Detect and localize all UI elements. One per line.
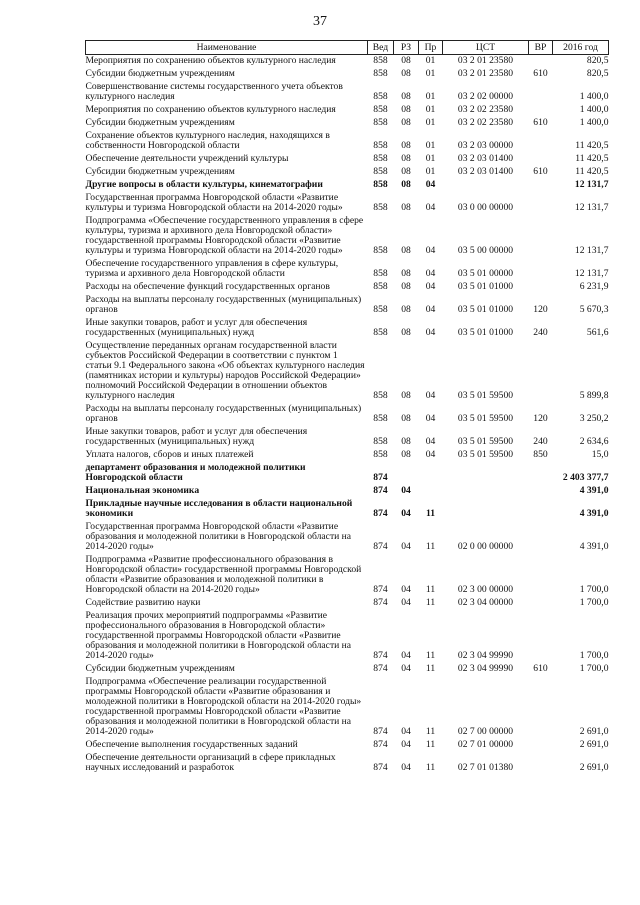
cell-amount: 11 420,5 xyxy=(575,166,609,177)
table-row xyxy=(86,597,609,610)
cell-vr xyxy=(529,258,553,281)
cell-ved: 858 xyxy=(373,436,388,447)
cell-rz: 04 xyxy=(401,584,411,595)
cell-cst: 03 5 01 01000 xyxy=(457,281,514,292)
cell-cst: 03 2 01 23580 xyxy=(457,68,514,79)
cell-rz: 08 xyxy=(401,104,411,115)
table-row xyxy=(86,426,609,449)
cell-rz: 08 xyxy=(401,153,411,164)
cell-ved: 874 xyxy=(373,485,388,496)
cell-vr xyxy=(529,104,553,117)
cell-name: Подпрограмма «Обеспечение реализации государственной программы Новгородской области «Развитие образования и молодежной политики в Новгородской области на 2014-2020 годы» государственной программы Новгородской области «Развитие образования и молодежной политики в Новгородской области на 2014-2020 годы» xyxy=(85,676,362,737)
cell-name: Национальная экономика xyxy=(85,485,200,496)
table-row xyxy=(86,610,609,663)
table-header-row xyxy=(86,41,609,55)
cell-rz xyxy=(394,462,419,485)
cell-rz: 04 xyxy=(401,597,411,608)
cell-rz: 08 xyxy=(401,117,411,128)
cell-rz: 08 xyxy=(401,268,411,279)
cell-rz: 08 xyxy=(401,327,411,338)
cell-cst: 02 7 00 00000 xyxy=(457,726,514,737)
cell-cst: 03 0 00 00000 xyxy=(457,202,514,213)
cell-name: Иные закупки товаров, работ и услуг для обеспечения государственных (муниципальных) нужд xyxy=(85,426,308,447)
cell-name: Осуществление переданных органам государственной власти субъектов Российской Федерации в соответствии с пунктом 1 статьи 9.1 Федерального закона «Об объектах культурного наследия (памятниках истории и культуры) народов Российской Федерации» полномочий Российской Федерации в отношении объектов культурного наследия xyxy=(85,340,365,401)
cell-vr xyxy=(529,462,553,485)
cell-pr: 11 xyxy=(425,663,436,674)
cell-vr xyxy=(529,610,553,663)
column-header-cst: ЦСТ xyxy=(443,41,529,55)
cell-name: Подпрограмма «Обеспечение государственного управления в сфере культуры, туризма и архивного дела Новгородской области» государственной программы Новгородской области «Развитие культуры и туризма Новгородской области на 2014-2020 годы» xyxy=(85,215,364,256)
cell-rz: 04 xyxy=(401,485,411,496)
column-header-vr: ВР xyxy=(529,41,553,55)
cell-pr: 04 xyxy=(425,327,436,338)
table-row xyxy=(86,179,609,192)
cell-vr xyxy=(529,597,553,610)
cell-rz: 08 xyxy=(401,436,411,447)
column-header-amount: 2016 год xyxy=(553,41,609,55)
table-row xyxy=(86,130,609,153)
cell-amount: 5 670,3 xyxy=(579,304,609,315)
cell-vr: 240 xyxy=(533,327,548,338)
cell-rz: 08 xyxy=(401,304,411,315)
cell-rz: 04 xyxy=(401,663,411,674)
cell-name: Обеспечение деятельности организаций в сфере прикладных научных исследований и разработок xyxy=(85,752,336,773)
cell-rz: 08 xyxy=(401,413,411,424)
cell-name: Содействие развитию науки xyxy=(85,597,201,608)
cell-ved: 858 xyxy=(373,153,388,164)
cell-cst: 02 3 04 00000 xyxy=(457,597,514,608)
cell-rz: 04 xyxy=(401,739,411,750)
cell-amount: 6 231,9 xyxy=(579,281,609,292)
cell-amount: 1 400,0 xyxy=(579,117,609,128)
table-row xyxy=(86,81,609,104)
cell-pr: 04 xyxy=(425,268,436,279)
cell-ved: 874 xyxy=(373,762,388,773)
cell-name: Государственная программа Новгородской области «Развитие культуры и туризма Новгородской области на 2014-2020 годы» xyxy=(85,192,343,213)
cell-ved: 858 xyxy=(373,202,388,213)
cell-amount: 15,0 xyxy=(591,449,609,460)
cell-rz: 08 xyxy=(401,55,411,66)
cell-amount: 2 403 377,7 xyxy=(562,472,609,483)
cell-rz: 08 xyxy=(401,179,411,190)
cell-name: Субсидии бюджетным учреждениям xyxy=(85,663,235,674)
cell-cst: 03 2 03 01400 xyxy=(457,166,514,177)
table-row xyxy=(86,166,609,179)
cell-pr: 11 xyxy=(425,739,436,750)
cell-pr: 11 xyxy=(425,762,436,773)
cell-pr: 01 xyxy=(425,91,436,102)
cell-vr xyxy=(529,739,553,752)
cell-vr xyxy=(529,340,553,403)
cell-amount: 2 691,0 xyxy=(579,739,609,750)
cell-cst: 03 5 01 59500 xyxy=(457,413,514,424)
cell-vr: 610 xyxy=(533,663,548,674)
cell-ved: 874 xyxy=(373,597,388,608)
cell-pr: 04 xyxy=(425,390,436,401)
cell-ved: 874 xyxy=(373,663,388,674)
cell-pr: 11 xyxy=(425,650,436,661)
cell-cst: 03 2 01 23580 xyxy=(457,55,514,66)
cell-vr xyxy=(529,676,553,739)
cell-amount: 4 391,0 xyxy=(579,541,609,552)
cell-cst xyxy=(443,462,529,485)
table-row xyxy=(86,317,609,340)
cell-rz: 08 xyxy=(401,449,411,460)
cell-pr: 11 xyxy=(425,726,436,737)
table-row xyxy=(86,521,609,554)
table-row xyxy=(86,117,609,130)
cell-rz: 04 xyxy=(401,650,411,661)
table-row xyxy=(86,104,609,117)
table-row xyxy=(86,485,609,498)
cell-ved: 874 xyxy=(373,584,388,595)
cell-ved: 874 xyxy=(373,726,388,737)
table-row xyxy=(86,462,609,485)
page-number: 37 xyxy=(313,14,327,29)
cell-name: Расходы на выплаты персоналу государственных (муниципальных) органов xyxy=(85,294,362,315)
cell-pr: 01 xyxy=(425,55,436,66)
cell-amount: 2 691,0 xyxy=(579,726,609,737)
cell-cst xyxy=(443,498,529,521)
column-header-ved: Вед xyxy=(368,41,394,55)
cell-pr: 11 xyxy=(425,541,436,552)
cell-cst: 02 3 00 00000 xyxy=(457,584,514,595)
cell-ved: 858 xyxy=(373,268,388,279)
cell-name: Обеспечение выполнения государственных заданий xyxy=(85,739,298,750)
cell-cst: 02 3 04 99990 xyxy=(457,663,514,674)
cell-amount: 5 899,8 xyxy=(579,390,609,401)
cell-cst: 03 5 00 00000 xyxy=(457,245,514,256)
cell-vr xyxy=(529,153,553,166)
cell-pr: 11 xyxy=(425,584,436,595)
cell-amount: 1 400,0 xyxy=(579,104,609,115)
cell-name: Уплата налогов, сборов и иных платежей xyxy=(85,449,254,460)
cell-name: Реализация прочих мероприятий подпрограммы «Развитие профессионального образования в Новгородской области» государственной программы Новгородской области «Развитие образования и молодежной политики в Новгородской области на 2014-2020 годы» xyxy=(85,610,352,661)
cell-name: Расходы на выплаты персоналу государственных (муниципальных) органов xyxy=(85,403,362,424)
cell-amount: 11 420,5 xyxy=(575,153,609,164)
table-row xyxy=(86,554,609,597)
cell-pr: 04 xyxy=(425,413,436,424)
cell-vr xyxy=(529,554,553,597)
cell-rz: 08 xyxy=(401,202,411,213)
cell-vr xyxy=(529,498,553,521)
cell-name: Обеспечение деятельности учреждений культуры xyxy=(85,153,289,164)
table-row xyxy=(86,192,609,215)
cell-amount: 1 700,0 xyxy=(579,663,609,674)
table-row xyxy=(86,676,609,739)
cell-amount: 4 391,0 xyxy=(579,485,609,496)
cell-cst: 03 5 01 59500 xyxy=(457,449,514,460)
table-row xyxy=(86,739,609,752)
cell-name: Подпрограмма «Развитие профессионального образования в Новгородской области» государственной программы Новгородской области «Развитие образования и молодежной политики в Новгородской области на 2014-2020 годы» xyxy=(85,554,362,595)
cell-pr: 04 xyxy=(425,179,436,190)
cell-ved: 858 xyxy=(373,91,388,102)
cell-amount: 561,6 xyxy=(586,327,609,338)
cell-pr: 04 xyxy=(425,449,436,460)
cell-amount: 4 391,0 xyxy=(579,508,609,519)
cell-ved: 858 xyxy=(373,413,388,424)
cell-pr xyxy=(419,462,443,485)
table-row xyxy=(86,663,609,676)
cell-vr xyxy=(529,179,553,192)
cell-rz: 08 xyxy=(401,390,411,401)
cell-vr xyxy=(529,485,553,498)
cell-ved: 858 xyxy=(373,449,388,460)
cell-pr: 11 xyxy=(425,508,436,519)
cell-rz: 08 xyxy=(401,91,411,102)
cell-rz: 08 xyxy=(401,140,411,151)
cell-amount: 1 700,0 xyxy=(579,650,609,661)
cell-rz: 08 xyxy=(401,68,411,79)
cell-pr: 01 xyxy=(425,153,436,164)
cell-cst: 03 5 01 59500 xyxy=(457,436,514,447)
cell-amount: 820,5 xyxy=(586,68,609,79)
cell-amount: 1 700,0 xyxy=(579,584,609,595)
cell-pr: 04 xyxy=(425,245,436,256)
cell-pr xyxy=(419,485,443,498)
cell-amount: 12 131,7 xyxy=(574,202,609,213)
table-row xyxy=(86,498,609,521)
cell-amount: 1 700,0 xyxy=(579,597,609,608)
cell-name: Совершенствование системы государственного учета объектов культурного наследия xyxy=(85,81,343,102)
cell-cst: 03 5 01 00000 xyxy=(457,268,514,279)
cell-vr xyxy=(529,752,553,775)
cell-cst: 02 7 01 00000 xyxy=(457,739,514,750)
cell-vr xyxy=(529,281,553,294)
cell-cst: 03 5 01 01000 xyxy=(457,327,514,338)
cell-rz: 04 xyxy=(401,726,411,737)
cell-rz: 04 xyxy=(401,762,411,773)
column-header-rz: РЗ xyxy=(394,41,419,55)
cell-name: Мероприятия по сохранению объектов культурного наследия xyxy=(85,104,336,115)
cell-cst: 03 5 01 59500 xyxy=(457,390,514,401)
cell-name: Субсидии бюджетным учреждениям xyxy=(85,68,235,79)
cell-vr: 610 xyxy=(533,166,548,177)
table-row xyxy=(86,403,609,426)
cell-rz: 04 xyxy=(401,541,411,552)
cell-rz: 08 xyxy=(401,281,411,292)
cell-pr: 01 xyxy=(425,166,436,177)
cell-vr: 120 xyxy=(533,304,548,315)
cell-pr: 01 xyxy=(425,140,436,151)
cell-vr xyxy=(529,130,553,153)
cell-cst: 03 2 02 23580 xyxy=(457,117,514,128)
cell-vr xyxy=(529,192,553,215)
column-header-name: Наименование xyxy=(86,41,368,55)
cell-cst: 02 0 00 00000 xyxy=(457,541,514,552)
cell-vr xyxy=(529,215,553,258)
cell-pr: 04 xyxy=(425,281,436,292)
cell-ved: 858 xyxy=(373,55,388,66)
cell-ved: 858 xyxy=(373,179,388,190)
cell-ved: 874 xyxy=(373,739,388,750)
budget-table xyxy=(85,40,609,775)
cell-vr xyxy=(529,81,553,104)
table-row xyxy=(86,281,609,294)
table-row xyxy=(86,294,609,317)
cell-ved: 858 xyxy=(373,104,388,115)
table-row xyxy=(86,153,609,166)
cell-cst: 03 2 02 23580 xyxy=(457,104,514,115)
cell-amount: 3 250,2 xyxy=(579,413,609,424)
cell-name: Субсидии бюджетным учреждениям xyxy=(85,117,235,128)
cell-ved: 858 xyxy=(373,390,388,401)
cell-pr: 04 xyxy=(425,436,436,447)
cell-amount: 12 131,7 xyxy=(574,245,609,256)
cell-cst xyxy=(443,179,529,192)
cell-rz: 08 xyxy=(401,245,411,256)
cell-vr: 120 xyxy=(533,413,548,424)
cell-vr: 610 xyxy=(533,117,548,128)
cell-vr xyxy=(529,55,553,69)
cell-pr: 01 xyxy=(425,104,436,115)
cell-name: Расходы на обеспечение функций государственных органов xyxy=(85,281,330,292)
cell-vr: 850 xyxy=(533,449,548,460)
cell-cst: 03 2 03 00000 xyxy=(457,140,514,151)
table-row xyxy=(86,340,609,403)
cell-ved: 874 xyxy=(373,472,388,483)
cell-ved: 858 xyxy=(373,166,388,177)
cell-cst: 03 5 01 01000 xyxy=(457,304,514,315)
table-row xyxy=(86,215,609,258)
column-header-pr: Пр xyxy=(419,41,443,55)
cell-ved: 858 xyxy=(373,245,388,256)
cell-ved: 858 xyxy=(373,304,388,315)
cell-vr: 610 xyxy=(533,68,548,79)
cell-name: Обеспечение государственного управления в сфере культуры, туризма и архивного дела Новгородской области xyxy=(85,258,339,279)
cell-pr: 04 xyxy=(425,202,436,213)
cell-cst: 02 3 04 99990 xyxy=(457,650,514,661)
cell-ved: 858 xyxy=(373,281,388,292)
cell-pr: 11 xyxy=(425,597,436,608)
cell-pr: 04 xyxy=(425,304,436,315)
cell-ved: 874 xyxy=(373,650,388,661)
cell-cst: 03 2 03 01400 xyxy=(457,153,514,164)
cell-name: Прикладные научные исследования в области национальной экономики xyxy=(85,498,353,519)
table-body xyxy=(86,55,609,776)
cell-name: Сохранение объектов культурного наследия, находящихся в собственности Новгородской области xyxy=(85,130,330,151)
cell-rz: 04 xyxy=(401,508,411,519)
cell-ved: 874 xyxy=(373,508,388,519)
cell-pr: 01 xyxy=(425,68,436,79)
cell-ved: 858 xyxy=(373,140,388,151)
table-row xyxy=(86,68,609,81)
cell-amount: 820,5 xyxy=(586,55,609,66)
cell-amount: 1 400,0 xyxy=(579,91,609,102)
table-row xyxy=(86,449,609,462)
cell-ved: 858 xyxy=(373,117,388,128)
cell-name: Мероприятия по сохранению объектов культурного наследия xyxy=(85,55,336,66)
cell-name: департамент образования и молодежной политики Новгородской области xyxy=(85,462,306,483)
cell-amount: 12 131,7 xyxy=(574,268,609,279)
cell-cst xyxy=(443,485,529,498)
cell-rz: 08 xyxy=(401,166,411,177)
table-row xyxy=(86,752,609,775)
cell-name: Другие вопросы в области культуры, кинематографии xyxy=(85,179,323,190)
cell-cst: 02 7 01 01380 xyxy=(457,762,514,773)
table-row xyxy=(86,55,609,69)
cell-ved: 858 xyxy=(373,327,388,338)
cell-amount: 12 131,7 xyxy=(574,179,609,190)
cell-ved: 874 xyxy=(373,541,388,552)
cell-cst: 03 2 02 00000 xyxy=(457,91,514,102)
cell-amount: 11 420,5 xyxy=(575,140,609,151)
cell-vr: 240 xyxy=(533,436,548,447)
table-row xyxy=(86,258,609,281)
cell-name: Государственная программа Новгородской области «Развитие образования и молодежной политики в Новгородской области на 2014-2020 годы» xyxy=(85,521,352,552)
cell-ved: 858 xyxy=(373,68,388,79)
cell-amount: 2 634,6 xyxy=(579,436,609,447)
cell-amount: 2 691,0 xyxy=(579,762,609,773)
cell-name: Субсидии бюджетным учреждениям xyxy=(85,166,235,177)
cell-pr: 01 xyxy=(425,117,436,128)
cell-name: Иные закупки товаров, работ и услуг для обеспечения государственных (муниципальных) нужд xyxy=(85,317,308,338)
cell-vr xyxy=(529,521,553,554)
